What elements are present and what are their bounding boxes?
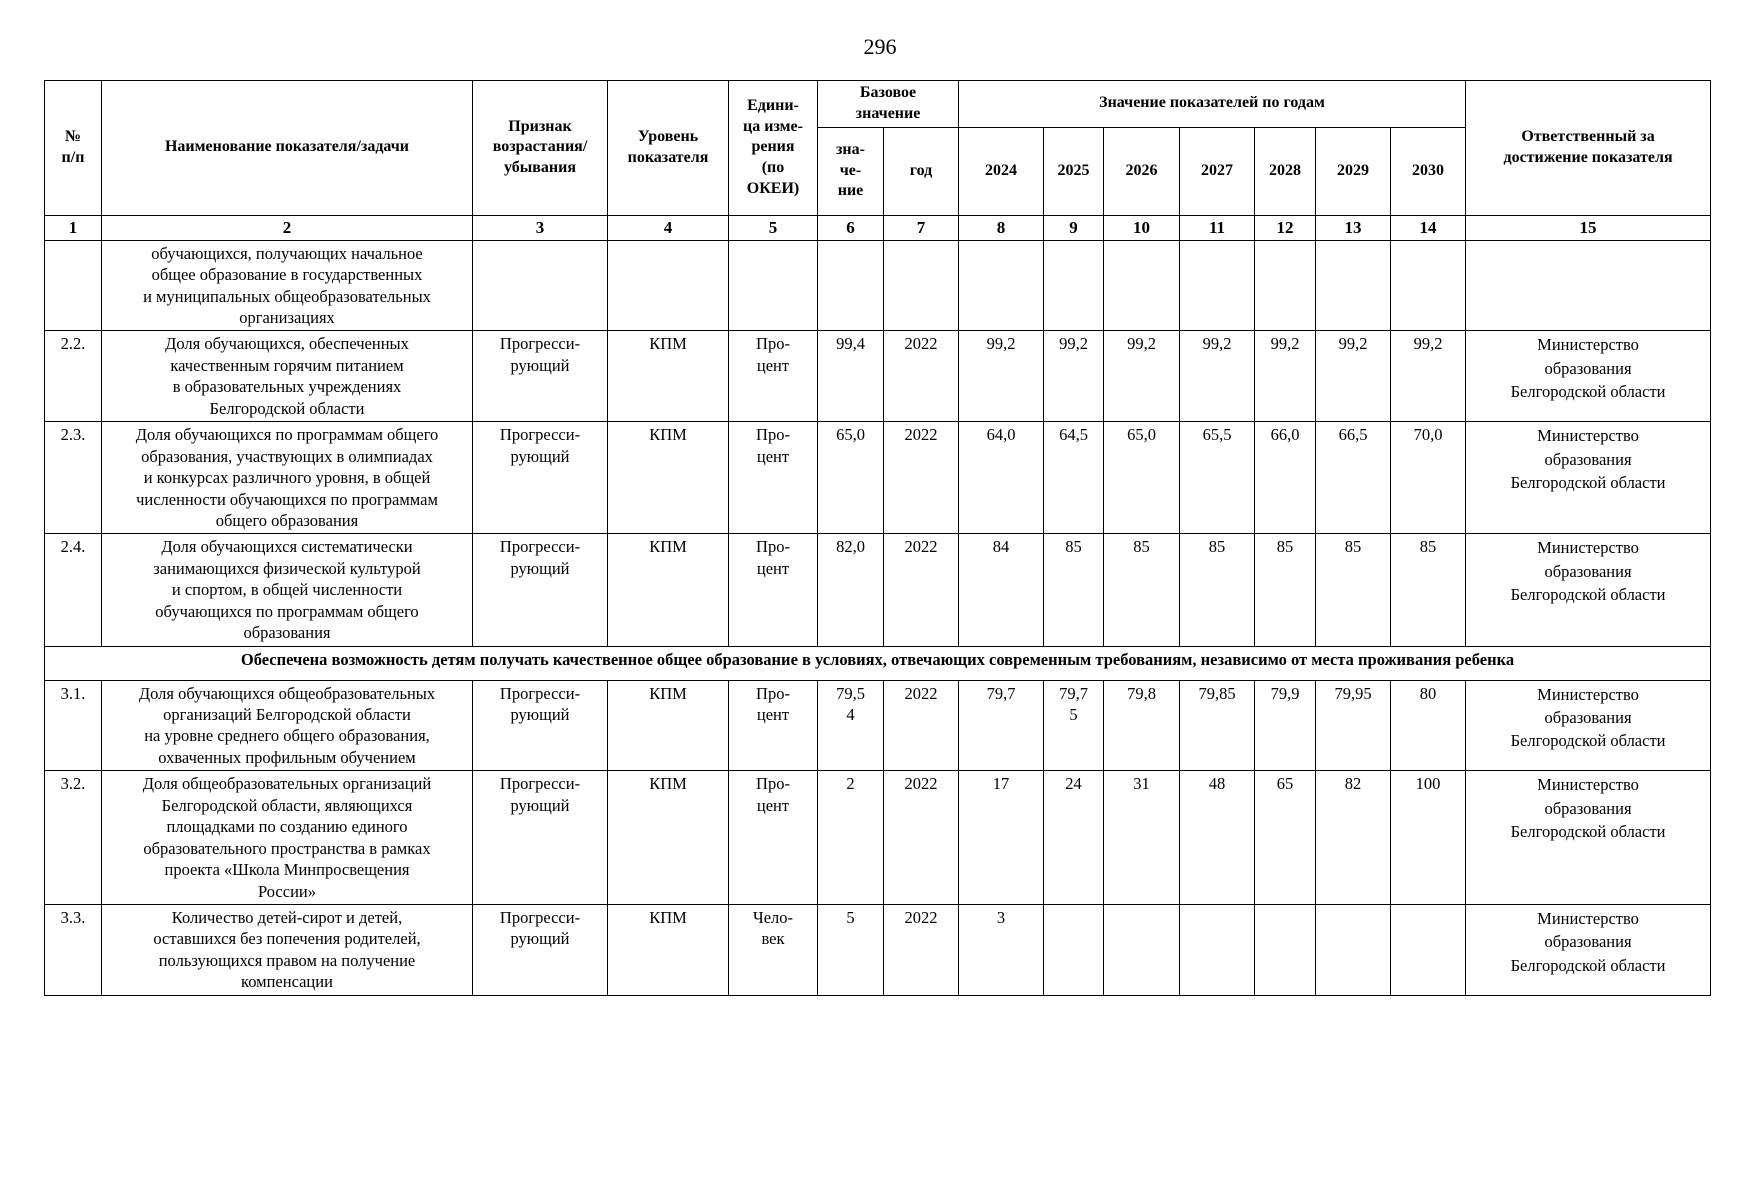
unit-of-measure: Про- цент	[729, 422, 818, 534]
table-row	[45, 534, 1711, 646]
base-year: 2022	[884, 904, 959, 995]
year-value-2029: 79,95	[1316, 680, 1391, 771]
trend-sign: Прогресси- рующий	[473, 771, 608, 905]
header-base: Базовое значение	[818, 81, 959, 128]
indicators-table	[44, 80, 1711, 996]
indicator-name: Количество детей-сирот и детей, оставшихся без попечения родителей, пользующихся правом на получение компенсации	[102, 904, 473, 995]
base-year: 2022	[884, 771, 959, 905]
table-body	[45, 240, 1711, 331]
year-value-2026: 65,0	[1104, 422, 1180, 534]
year-value-2024: 64,0	[959, 422, 1044, 534]
responsible: Министерство образования Белгородской области	[1466, 904, 1711, 995]
row-number: 2.2.	[45, 331, 102, 422]
year-value-2028	[1255, 904, 1316, 995]
unit-of-measure: Про- цент	[729, 680, 818, 771]
responsible: Министерство образования Белгородской области	[1466, 771, 1711, 905]
year-value-2026: 79,8	[1104, 680, 1180, 771]
year-value-2026: 31	[1104, 771, 1180, 905]
indicator-level: КПМ	[608, 422, 729, 534]
year-value-2024: 84	[959, 534, 1044, 646]
indicator-level: КПМ	[608, 534, 729, 646]
year-value-2024: 3	[959, 904, 1044, 995]
header-level: Уровень показателя	[608, 81, 729, 216]
year-value-2029: 66,5	[1316, 422, 1391, 534]
column-number: 7	[884, 215, 959, 240]
unit-of-measure: Про- цент	[729, 771, 818, 905]
column-number: 2	[102, 215, 473, 240]
base-year: 2022	[884, 534, 959, 646]
header-year: 2028	[1255, 127, 1316, 215]
responsible: Министерство образования Белгородской области	[1466, 680, 1711, 771]
year-value-2029	[1316, 904, 1391, 995]
indicator-name: Доля обучающихся, обеспеченных качественным горячим питанием в образовательных учреждениях Белгородской области	[102, 331, 473, 422]
header-base-year: год	[884, 127, 959, 215]
header-unit: Едини- ца изме- рения (по ОКЕИ)	[729, 81, 818, 216]
year-value-2026	[1104, 904, 1180, 995]
section-row	[45, 646, 1711, 680]
year-value-2030: 80	[1391, 680, 1466, 771]
row-number: 3.3.	[45, 904, 102, 995]
trend-sign: Прогресси- рующий	[473, 331, 608, 422]
section-title: Обеспечена возможность детям получать качественное общее образование в условиях, отвечающих современным требованиям, независимо от места проживания ребенка	[45, 646, 1711, 680]
unit-of-measure: Про- цент	[729, 534, 818, 646]
year-value-2030: 100	[1391, 771, 1466, 905]
table-row	[45, 680, 1711, 771]
header-year: 2030	[1391, 127, 1466, 215]
header-year: 2025	[1044, 127, 1104, 215]
table-row	[45, 422, 1711, 534]
base-year: 2022	[884, 422, 959, 534]
year-value-2028: 66,0	[1255, 422, 1316, 534]
column-number: 10	[1104, 215, 1180, 240]
year-value-2030: 70,0	[1391, 422, 1466, 534]
row-number: 3.1.	[45, 680, 102, 771]
column-number: 3	[473, 215, 608, 240]
trend-sign: Прогресси- рующий	[473, 422, 608, 534]
header-base-value: зна- че- ние	[818, 127, 884, 215]
responsible: Министерство образования Белгородской области	[1466, 331, 1711, 422]
indicator-level: КПМ	[608, 680, 729, 771]
year-value-2027: 79,85	[1180, 680, 1255, 771]
base-value: 79,5 4	[818, 680, 884, 771]
year-value-2030: 99,2	[1391, 331, 1466, 422]
column-number: 12	[1255, 215, 1316, 240]
indicator-name: Доля общеобразовательных организаций Белгородской области, являющихся площадками по созданию единого образовательного пространства в рамках проекта «Школа Минпросвещения России»	[102, 771, 473, 905]
year-value-2027	[1180, 904, 1255, 995]
year-value-2028: 65	[1255, 771, 1316, 905]
indicator-name: Доля обучающихся систематически занимающихся физической культурой и спортом, в общей численности обучающихся по программам общего образования	[102, 534, 473, 646]
section-group	[45, 646, 1711, 680]
column-number: 9	[1044, 215, 1104, 240]
indicator-level: КПМ	[608, 771, 729, 905]
year-value-2030	[1391, 904, 1466, 995]
base-year: 2022	[884, 331, 959, 422]
responsible: Министерство образования Белгородской области	[1466, 534, 1711, 646]
base-value: 99,4	[818, 331, 884, 422]
base-value: 2	[818, 771, 884, 905]
base-year: 2022	[884, 680, 959, 771]
column-number: 5	[729, 215, 818, 240]
rows-group-b	[45, 680, 1711, 995]
year-value-2029: 82	[1316, 771, 1391, 905]
trend-sign: Прогресси- рующий	[473, 534, 608, 646]
year-value-2024: 99,2	[959, 331, 1044, 422]
column-number: 4	[608, 215, 729, 240]
table-row	[45, 771, 1711, 905]
header-year: 2024	[959, 127, 1044, 215]
indicator-level: КПМ	[608, 904, 729, 995]
year-value-2025: 24	[1044, 771, 1104, 905]
year-value-2026: 85	[1104, 534, 1180, 646]
table-row-continuation	[45, 240, 1711, 331]
indicator-level: КПМ	[608, 331, 729, 422]
header-responsible: Ответственный за достижение показателя	[1466, 81, 1711, 216]
table-row	[45, 331, 1711, 422]
header-year: 2029	[1316, 127, 1391, 215]
base-value: 82,0	[818, 534, 884, 646]
year-value-2025: 64,5	[1044, 422, 1104, 534]
column-number: 11	[1180, 215, 1255, 240]
column-number: 6	[818, 215, 884, 240]
page-number: 296	[863, 34, 897, 59]
year-value-2029: 99,2	[1316, 331, 1391, 422]
header-name: Наименование показателя/задачи	[102, 81, 473, 216]
rows-group-a	[45, 331, 1711, 646]
year-value-2024: 79,7	[959, 680, 1044, 771]
unit-of-measure: Чело- век	[729, 904, 818, 995]
column-number: 14	[1391, 215, 1466, 240]
column-number: 13	[1316, 215, 1391, 240]
column-number: 1	[45, 215, 102, 240]
header-values-by-year: Значение показателей по годам	[959, 81, 1466, 128]
year-value-2026: 99,2	[1104, 331, 1180, 422]
year-value-2028: 85	[1255, 534, 1316, 646]
header-num: № п/п	[45, 81, 102, 216]
indicator-name: обучающихся, получающих начальное общее образование в государственных и муниципальных общеобразовательных организациях	[102, 240, 473, 331]
table-header	[45, 81, 1711, 241]
year-value-2027: 85	[1180, 534, 1255, 646]
header-sign: Признак возрастания/ убывания	[473, 81, 608, 216]
row-number: 3.2.	[45, 771, 102, 905]
year-value-2025: 99,2	[1044, 331, 1104, 422]
year-value-2025: 79,7 5	[1044, 680, 1104, 771]
year-value-2027: 99,2	[1180, 331, 1255, 422]
column-number: 15	[1466, 215, 1711, 240]
year-value-2029: 85	[1316, 534, 1391, 646]
year-value-2025	[1044, 904, 1104, 995]
year-value-2024: 17	[959, 771, 1044, 905]
year-value-2028: 79,9	[1255, 680, 1316, 771]
year-value-2027: 65,5	[1180, 422, 1255, 534]
year-value-2027: 48	[1180, 771, 1255, 905]
responsible: Министерство образования Белгородской области	[1466, 422, 1711, 534]
trend-sign: Прогресси- рующий	[473, 680, 608, 771]
base-value: 65,0	[818, 422, 884, 534]
indicator-name: Доля обучающихся по программам общего образования, участвующих в олимпиадах и конкурсах различного уровня, в общей численности обучающихся по программам общего образования	[102, 422, 473, 534]
header-year: 2026	[1104, 127, 1180, 215]
trend-sign: Прогресси- рующий	[473, 904, 608, 995]
row-number: 2.4.	[45, 534, 102, 646]
year-value-2028: 99,2	[1255, 331, 1316, 422]
header-year: 2027	[1180, 127, 1255, 215]
column-numbers-row	[45, 215, 1711, 240]
table-row	[45, 904, 1711, 995]
year-value-2025: 85	[1044, 534, 1104, 646]
column-number: 8	[959, 215, 1044, 240]
year-value-2030: 85	[1391, 534, 1466, 646]
base-value: 5	[818, 904, 884, 995]
row-number: 2.3.	[45, 422, 102, 534]
unit-of-measure: Про- цент	[729, 331, 818, 422]
indicator-name: Доля обучающихся общеобразовательных организаций Белгородской области на уровне среднего общего образования, охваченных профильным обучением	[102, 680, 473, 771]
